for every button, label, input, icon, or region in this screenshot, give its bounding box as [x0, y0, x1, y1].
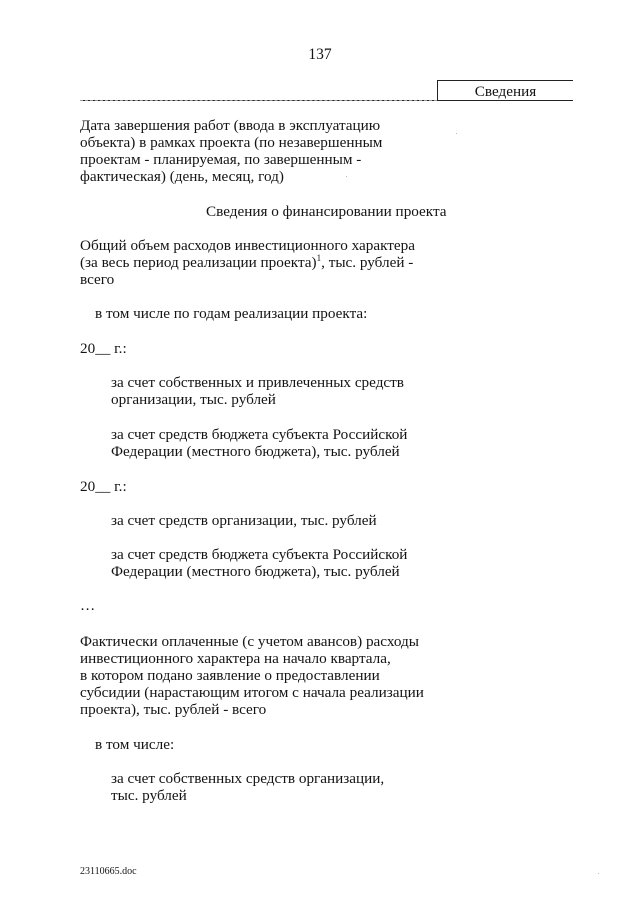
- financing-heading: Сведения о финансировании проекта: [206, 203, 447, 220]
- header-cell-svedeniya: Сведения: [474, 83, 537, 100]
- completion-date-line: фактическая) (день, месяц, год): [80, 168, 284, 185]
- funding-source-line: организации, тыс. рублей: [111, 391, 276, 408]
- including-label: в том числе:: [95, 736, 175, 753]
- completion-date-line: Дата завершения работ (ввода в эксплуатацию: [80, 117, 381, 134]
- funding-source-line: за счет средств бюджета субъекта Российской: [111, 426, 408, 443]
- by-years-label: в том числе по годам реализации проекта:: [95, 305, 368, 322]
- total-expenses-text: , тыс. рублей -: [321, 254, 414, 271]
- scan-speck: [346, 176, 347, 177]
- scan-speck: [598, 873, 599, 874]
- ellipsis: …: [80, 597, 96, 614]
- funding-source-line: Федерации (местного бюджета), тыс. рублей: [111, 563, 400, 580]
- total-expenses-text: (за весь период реализации проекта): [80, 254, 317, 271]
- document-code: 23110665.doc: [80, 866, 137, 877]
- header-top-rule: [437, 80, 573, 81]
- total-expenses-line: [80, 252, 414, 272]
- actually-paid-line: проекта), тыс. рублей - всего: [80, 701, 267, 718]
- year-label: 20__ г.:: [80, 478, 127, 495]
- actually-paid-line: инвестиционного характера на начало квартала,: [80, 650, 391, 667]
- funding-source-line: за счет средств организации, тыс. рублей: [111, 512, 377, 529]
- footnote-marker: 1: [316, 252, 322, 263]
- completion-date-line: проектам - планируемая, по завершенным -: [80, 151, 362, 168]
- year-label: 20__ г.:: [80, 340, 127, 357]
- total-expenses-line: всего: [80, 271, 115, 288]
- actually-paid-line: субсидии (нарастающим итогом с начала реализации: [80, 684, 424, 701]
- funding-source-line: за счет средств бюджета субъекта Российской: [111, 546, 408, 563]
- page-number: 137: [308, 46, 332, 63]
- funding-source-line: тыс. рублей: [111, 787, 187, 804]
- funding-source-line: за счет собственных средств организации,: [111, 770, 385, 787]
- funding-source-line: за счет собственных и привлеченных средств: [111, 374, 404, 391]
- completion-date-line: объекта) в рамках проекта (по незавершенным: [80, 134, 383, 151]
- total-expenses-line: Общий объем расходов инвестиционного характера: [80, 237, 415, 254]
- actually-paid-line: Фактически оплаченные (с учетом авансов) расходы: [80, 633, 419, 650]
- actually-paid-line: в котором подано заявление о предоставлении: [80, 667, 380, 684]
- scan-speck: [456, 133, 457, 134]
- funding-source-line: Федерации (местного бюджета), тыс. рублей: [111, 443, 400, 460]
